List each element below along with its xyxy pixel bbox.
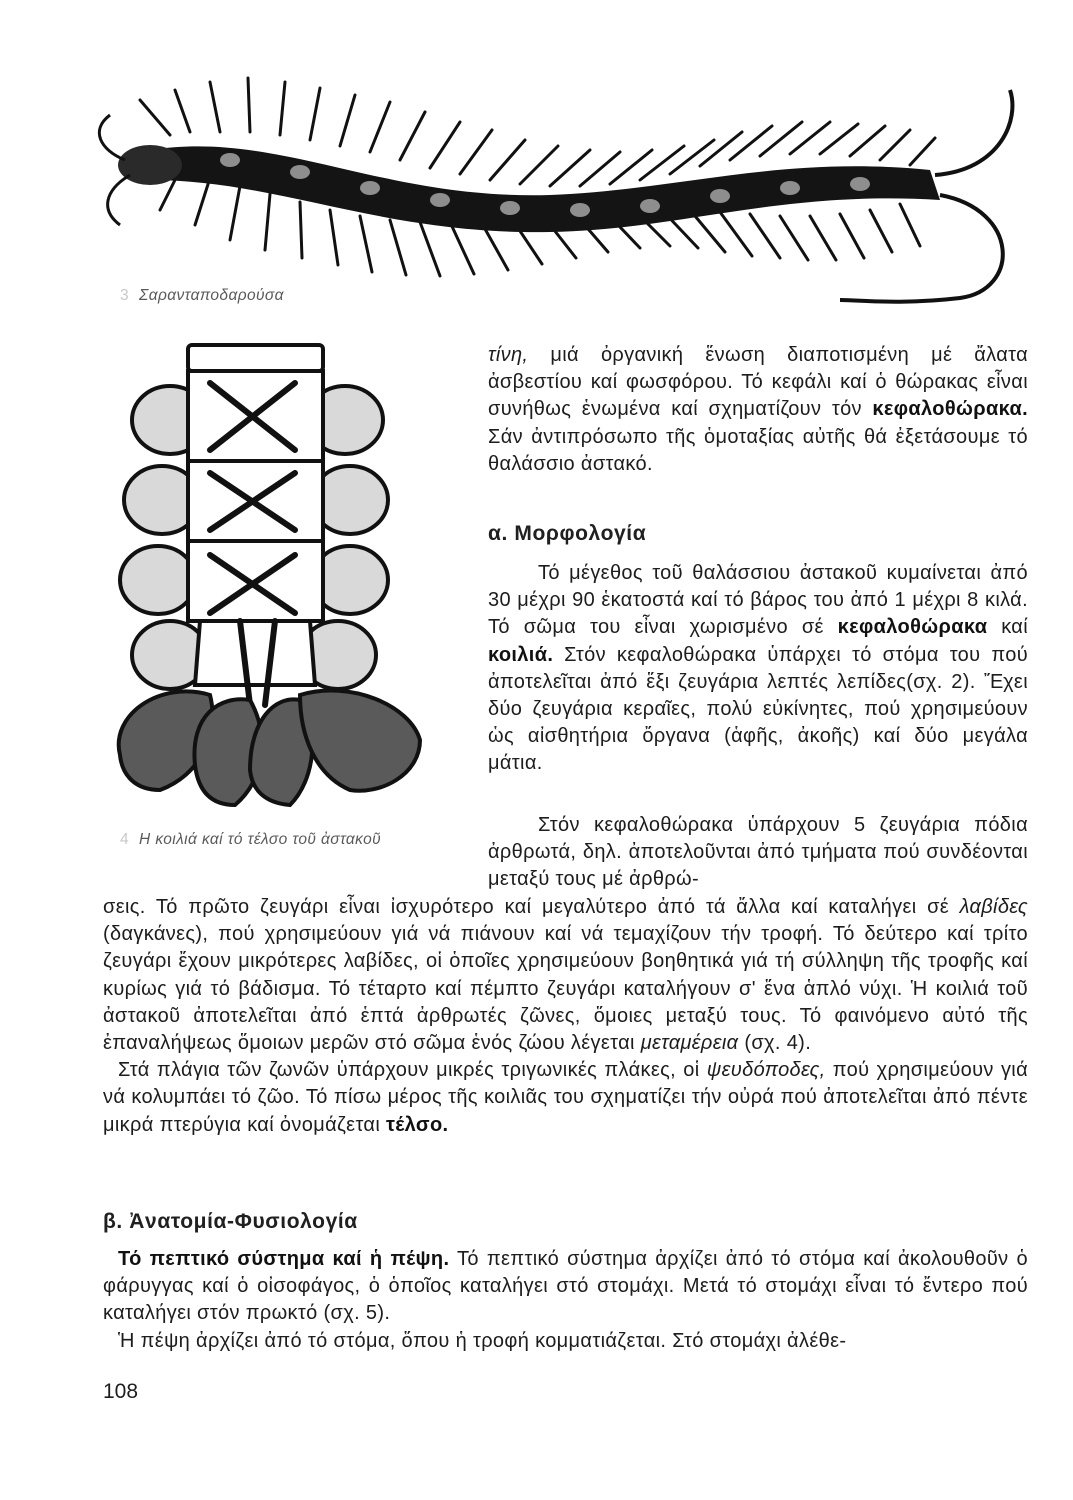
b-p1-bold: Τό πεπτικό σύστημα καί ἡ πέψη. <box>118 1248 450 1270</box>
section-a-heading: α. Μορφολογία <box>488 522 647 545</box>
a-p2-italic-2: μεταμέρεια <box>640 1032 739 1055</box>
a-p1-text-2: καί <box>987 616 1029 639</box>
figure-4-caption-text: Η κοιλιά καί τό τέλσο τοῦ ἀστακοῦ <box>139 831 382 848</box>
intro-bold: κεφαλοθώρακα. <box>872 398 1028 421</box>
a-p3-italic-1: ψευδόποδες, <box>706 1059 826 1082</box>
figure-4-number: 4 <box>120 831 130 848</box>
section-a-paragraph-2-start <box>488 812 1028 894</box>
figure-3-number: 3 <box>120 287 130 304</box>
a-p3-bold-1: τέλσο. <box>386 1113 449 1136</box>
b-p1-text: Τό πεπτικό σύστημα ἀρχίζει ἀπό τό στόμα καί ἀκολουθοῦν ὁ φάρυγγας καί ὁ οἰσοφάγος, ὁ ὁποῖος καταλήγει στό στομάχι. Μετά τό στομάχι εἶναι τό ἔντερο πού καταλήγει στόν πρωκτό (σχ. 5). <box>103 1248 1028 1325</box>
a-p3-text-2: πού χρησιμεύουν γιά νά κολυμπάει τό ζῶο. Τό πίσω μέρος τῆς κοιλιᾶς του σχηματίζει τήν οὐρά πού ἀποτελεῖται ἀπό πέντε μικρά πτερύγια καί ὀνομάζεται <box>103 1059 1028 1136</box>
a-p2-italic-1: λαβίδες <box>959 896 1028 918</box>
a-p3-text-1: Στά πλάγια τῶν ζωνῶν ὑπάρχουν μικρές τριγωνικές πλάκες, οἱ <box>118 1059 707 1082</box>
section-a-paragraph-1 <box>488 560 1028 778</box>
b-p2-text: Ἡ πέψη ἀρχίζει ἀπό τό στόμα, ὅπου ἡ τροφή κομματιάζεται. Στό στομάχι ἀλέθε- <box>118 1329 847 1352</box>
a-p1-text-3: Στόν κεφαλοθώρακα ὑπάρχει τό στόμα του πού ἀποτελεῖται ἀπό ἕξι ζευγάρια λεπτές λεπίδες(σχ. 2). Ἔχει δύο ζευγάρια κεραῖες, πολύ εὐκίνητες, πού χρησιμεύουν ὡς αἰσθητήρια ὄργανα (ἁφῆς, ἀκοῆς) καί δύο μεγάλα μάτια. <box>488 643 1028 775</box>
a-p2-text-2: σεις. Τό πρῶτο ζευγάρι εἶναι ἰσχυρότερο καί μεγαλύτερο ἀπό τά ἄλλα καί καταλήγει σέ <box>103 896 960 918</box>
figure-4-caption <box>120 830 420 850</box>
section-b-heading: β. Ἀνατομία-Φυσιολογία <box>103 1210 358 1233</box>
page-number: 108 <box>103 1380 139 1403</box>
a-p1-text-1: Τό μέγεθος τοῦ θαλάσσιου ἀστακοῦ κυμαίνεται ἀπό 30 μέχρι 90 ἑκατοστά καί τό βάρος του ἀπό 1 μέχρι 8 κιλά. Τό σῶμα του εἶναι χωρισμένο σέ <box>488 562 1028 639</box>
section-a-paragraph-2-cont <box>103 894 1028 1139</box>
section-b-paragraphs <box>103 1246 1028 1355</box>
a-p1-bold-1: κεφαλοθώρακα <box>837 616 988 639</box>
lobster-abdomen-illustration <box>100 335 460 820</box>
figure-3-caption <box>120 287 284 305</box>
intro-paragraph <box>488 342 1028 478</box>
intro-text-2: Σάν ἀντιπρόσωπο τῆς ὁμοταξίας αὐτῆς θά ἐξετάσουμε τό θαλάσσιο ἀστακό. <box>488 425 1028 475</box>
intro-italic: τίνη, <box>488 344 529 366</box>
a-p2-text-1: Στόν κεφαλοθώρακα ὑπάρχουν 5 ζευγάρια πόδια ἀρθρωτά, δηλ. ἀποτελοῦνται ἀπό τμήματα πού συνδέονται μεταξύ τους μέ ἀρθρώ- <box>488 814 1028 891</box>
a-p2-text-3: (δαγκάνες), πού χρησιμεύουν γιά νά πιάνουν καί νά τεμαχίζουν τήν τροφή. Τό δεύτερο καί τρίτο ζευγάρι ἔχουν μικρότερες λαβίδες, οἱ ὁποῖες χρησιμεύουν βοηθητικά γιά τή σύλληψη τῆς τροφῆς καί κυρίως γιά τό βάδισμα. Τό τέταρτο καί πέμπτο ζευγάρι καταλήγουν σ' ἕνα ἁπλό νύχι. Ἡ κοιλιά τοῦ ἀστακοῦ ἀποτελεῖται ἀπό ἑπτά ἀρθρωτές ζῶνες, ὅμοιες μεταξύ τους. Τό φαινόμενο αὐτό τῆς ἐπαναλήψεως ὅμοιων μερῶν στό σῶμα ἑνός ζώου λέγεται <box>103 923 1028 1055</box>
centipede-illustration <box>80 60 1060 310</box>
intro-text-1: μιά ὀργανική ἕνωση διαποτισμένη μέ ἄλατα ἀσβεστίου καί φωσφόρου. Τό κεφάλι καί ὁ θώρακας εἶναι συνήθως ἑνωμένα καί σχηματίζουν τόν <box>488 344 1028 421</box>
figure-3-caption-text: Σαρανταποδαρούσα <box>139 287 284 304</box>
a-p1-bold-2: κοιλιά. <box>488 643 554 666</box>
a-p2-text-4: (σχ. 4). <box>738 1032 812 1055</box>
